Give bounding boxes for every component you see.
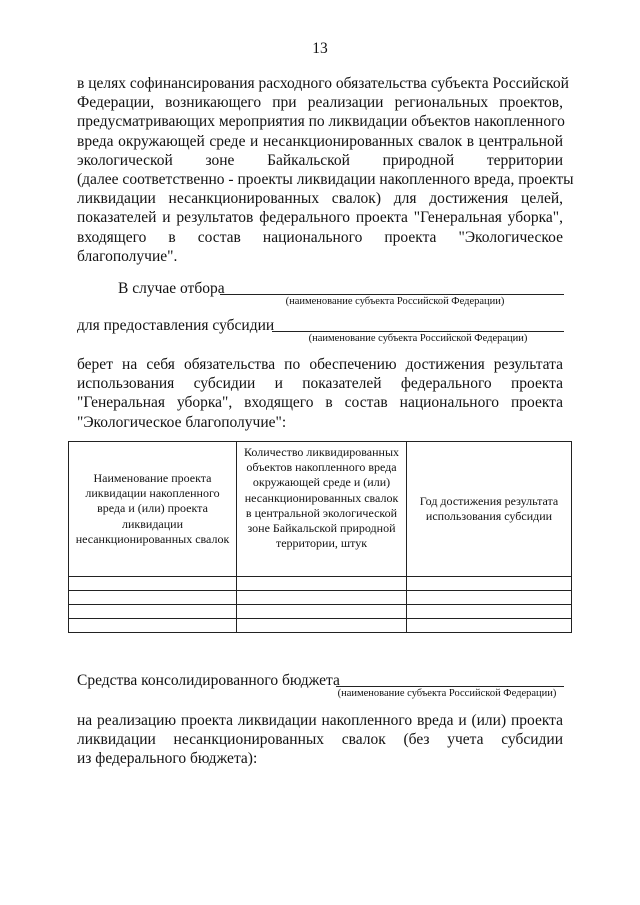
obligation-line: "Экологическое благополучие": bbox=[77, 413, 287, 431]
subsidy-fill-line bbox=[272, 331, 564, 332]
obligation-line: использования субсидии и показателей федерального проекта bbox=[77, 375, 563, 393]
header-project-name: Наименование проекта ликвидации накопленного вреда и (или) проекта ликвидации несанкционированных свалок bbox=[69, 442, 237, 577]
intro-line: предусматривающих мероприятия по ликвидации объектов накопленного bbox=[77, 113, 565, 131]
budget-label: Средства консолидированного бюджета bbox=[77, 672, 340, 689]
intro-line: входящего в состав национального проекта "Экологическое bbox=[77, 228, 563, 246]
intro-line: (далее соответственно - проекты ликвидации накопленного вреда, проекты bbox=[77, 171, 574, 189]
table-cell bbox=[69, 619, 237, 633]
subsidy-label: для предоставления субсидии bbox=[77, 317, 275, 334]
table-row bbox=[69, 577, 572, 591]
subsidy-caption: (наименование субъекта Российской Федерации) bbox=[308, 333, 528, 344]
intro-paragraph bbox=[77, 74, 574, 266]
intro-line: экологической зоне Байкальской природной территории bbox=[77, 151, 563, 169]
intro-line: благополучие". bbox=[77, 247, 178, 265]
selection-caption: (наименование субъекта Российской Федерации) bbox=[285, 296, 505, 307]
implementation-paragraph bbox=[77, 711, 563, 769]
header-objects-count: Количество ликвидированных объектов накопленного вреда окружающей среде и (или) несанкционированных свалок в центральной экологической зоне Байкальской природной территории, штук bbox=[237, 442, 407, 577]
obligation-line: "Генеральная уборка", входящего в состав национального проекта bbox=[77, 394, 563, 412]
table-header-row bbox=[69, 442, 572, 577]
table-row bbox=[69, 605, 572, 619]
implementation-line: на реализацию проекта ликвидации накопленного вреда и (или) проекта bbox=[77, 712, 563, 729]
obligation-line: берет на себя обязательства по обеспечению достижения результата bbox=[77, 356, 563, 373]
table-cell bbox=[407, 577, 572, 591]
intro-line: в целях софинансирования расходного обязательства субъекта Российской bbox=[77, 75, 569, 92]
table-cell bbox=[237, 619, 407, 633]
intro-line: ликвидации несанкционированных свалок) для достижения целей, bbox=[77, 190, 563, 208]
table-cell bbox=[407, 605, 572, 619]
selection-label: В случае отбора bbox=[118, 280, 225, 297]
implementation-line: ликвидации несанкционированных свалок (без учета субсидии bbox=[77, 731, 563, 749]
table-cell bbox=[237, 605, 407, 619]
budget-caption: (наименование субъекта Российской Федерации) bbox=[337, 688, 557, 699]
table-row bbox=[69, 591, 572, 605]
table-cell bbox=[407, 591, 572, 605]
table-cell bbox=[69, 605, 237, 619]
intro-line: показателей и результатов федерального проекта "Генеральная уборка", bbox=[77, 209, 563, 227]
page-number: 13 bbox=[312, 40, 328, 57]
table-cell bbox=[407, 619, 572, 633]
table-row bbox=[69, 619, 572, 633]
obligation-paragraph bbox=[77, 355, 563, 432]
table-cell bbox=[237, 577, 407, 591]
budget-fill-line bbox=[336, 686, 564, 687]
table-cell bbox=[237, 591, 407, 605]
selection-fill-line bbox=[220, 294, 564, 295]
table-cell bbox=[69, 591, 237, 605]
intro-line: Федерации, возникающего при реализации региональных проектов, bbox=[77, 94, 563, 112]
results-table bbox=[68, 441, 572, 633]
table-cell bbox=[69, 577, 237, 591]
intro-line: вреда окружающей среде и несанкционированных свалок в центральной bbox=[77, 132, 563, 150]
implementation-line: из федерального бюджета): bbox=[77, 750, 258, 768]
header-result-year: Год достижения результата использования субсидии bbox=[407, 442, 572, 577]
